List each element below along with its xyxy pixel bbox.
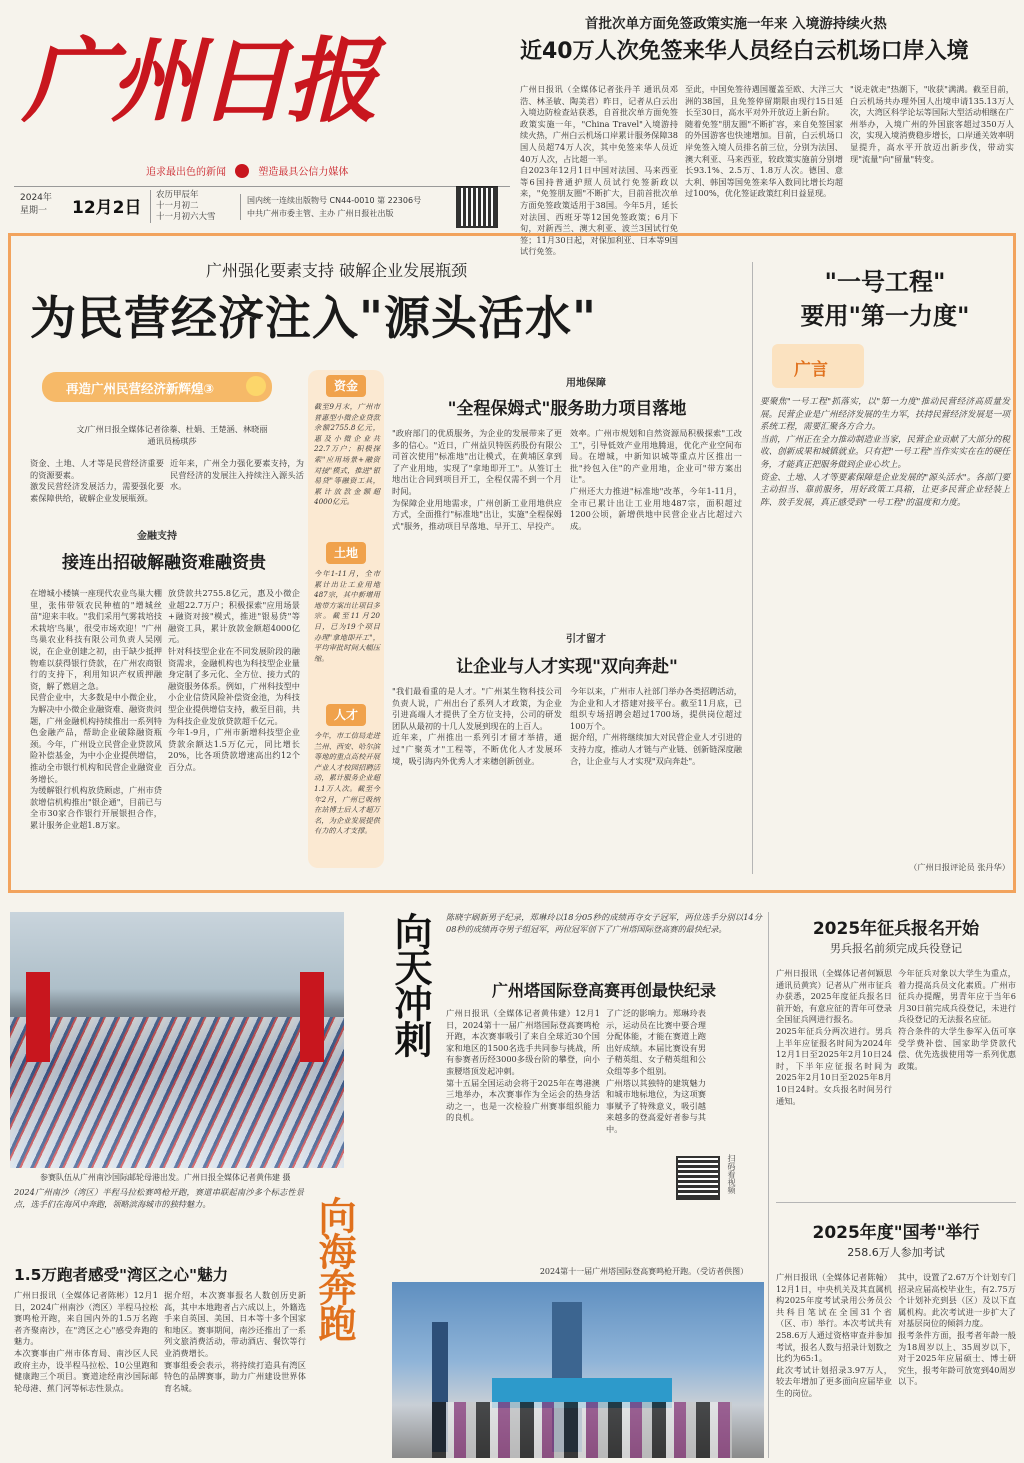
series-badge bbox=[42, 372, 272, 402]
section-finance-title: 接连出招破解融资难融资贵 bbox=[62, 553, 266, 573]
section-land-body-2: 效率。广州市规划和自然资源局积极探索"工改工"，引导低效产业用地腾退，优化产业空间布局。在增城，中新知识城等重点片区推出一批"拎包入住"的产业用地，企业可"带方案出让"。 广州还大力推进"标准地"改革，今年1-11月，全市已累计出让工业用地487宗，面积超过1200公顷，新增供地中民营企业占比超过六成。 bbox=[570, 428, 742, 531]
top-story-body-2: 至此，中国免签待遇国覆盖至欧、大洋三大洲的38国，且免签停留期限由现行15日延长至30日，高水平对外开放迈上新台阶。 随着免签"朋友圈"不断扩容，来自免签国家的外国游客也快速增加。目前，白云机场口岸免签入境人员排名前三位，分别为法国、澳大利亚、马来西亚，较政策实施前分别增长93.1%、2.5万、1.8万人次。德国、意大利、韩国等国免签来华入数同比增长均超过100%，优化签证政策红利日益显现。 bbox=[685, 84, 843, 199]
tower-race-photo bbox=[392, 1282, 764, 1458]
civil-exam-subtitle: 258.6万人参加考试 bbox=[847, 1246, 945, 1259]
tower-lead: 陈晓宇刷新男子纪录，郑琳玲以18分05秒的成绩再夺女子冠军，两位选手分别以14分08秒的成绩再夺男子组冠军，两位冠军创下了广州塔国际登高赛的最快纪录。 bbox=[446, 912, 762, 934]
side-text-land: 今年1-11月，全市累计出让工业用地487宗，其中新增用地带方案出让项目多宗。截至11月20日，已为19个项目办理"拿地即开工"，平均审批时间大幅压缩。 bbox=[314, 569, 380, 663]
issue-number: 国内统一连续出版物号 CN44-0010 第 22306号 bbox=[247, 196, 422, 205]
marathon-lead: 2024广州南沙（湾区）半程马拉松赛鸣枪开跑，赛道串联起南沙多个标志性景点，选手们在海风中奔跑，领略滨海城市的独特魅力。 bbox=[14, 1187, 304, 1209]
weekday: 星期一 bbox=[20, 206, 48, 216]
photo2-caption: 2024第十一届广州塔国际登高赛鸣枪开跑。（受访者供图） bbox=[539, 1267, 749, 1276]
section-finance-tag: 金融支持 bbox=[137, 531, 177, 542]
feature-kicker: 广州强化要素支持 破解企业发展瓶颈 bbox=[206, 261, 468, 280]
logo-calligraphy-icon bbox=[22, 8, 375, 136]
slogan-1: 追求最出色的新闻 bbox=[146, 167, 226, 178]
civil-exam-title: 2025年度"国考"举行 bbox=[812, 1223, 980, 1243]
section-talent-tag: 引才留才 bbox=[566, 634, 606, 645]
top-story-kicker: 首批次单方面免签政策实施一年来 入境游持续火热 bbox=[585, 16, 887, 32]
feature-lead: 资金、土地、人才等是民营经济重要的资源要素。 激发民营经济发展活力，需要强化要素保障供给，破解企业发展瓶颈。 bbox=[30, 458, 164, 503]
tower-body: 广州日报讯（全媒体记者黄伟建）12月1日，2024第十一届广州塔国际登高赛鸣枪开跑，本次赛事吸引了来自全球近30个国家和地区的1500名选手共同参与挑战，所有参赛者历经3000多级台阶的攀登，向小蛮腰塔顶发起冲刺。 第十五届全国运动会将于2025年在粤港澳三地举办，本次赛事作为全运会的热身活动之一，也是一次检验广州赛事组织能力的良机。 bbox=[446, 1008, 600, 1123]
lunar-1: 农历甲辰年 bbox=[156, 190, 199, 200]
section-land-title: "全程保姆式"服务助力项目落地 bbox=[447, 399, 687, 419]
editorial-body: 要聚焦"一号工程"抓落实，以"第一力度"推动民营经济高质量发展。民营企业是广州经济发展的生力军，扶持民营经济发展是一项系统工程，需要汇聚各方合力。 当前，广州正在全力推动制造业当家，民营企业贡献了大部分的税收、创新成果和城镇就业。只有把"一号工程"当作实实在在的硬任务，才能真正把服务做到企业心坎上。 资金、土地、人才等要素保障是企业发展的"源头活水"。各部门要主动担当、靠前服务，用好政策工具箱，让更多民营企业轻装上阵、放手发展，真正感受到"一号工程"的温度和力度。 bbox=[760, 397, 1010, 508]
masthead-qr-code[interactable] bbox=[456, 186, 498, 228]
lunar-3: 十一月初六大雪 bbox=[156, 212, 216, 222]
slogan-mark-icon bbox=[235, 164, 249, 178]
section-finance-body: 在增城小楼镇一座现代农业鸟巢大棚里，张伟带领农民种植的"增城丝苗"迎来丰收。"我们采用气雾栽培技术栽培'鸟巢'，很受市场欢迎！"广州鸟巢农业科技有限公司负责人吴刚说，在企业创建之初，由于缺少抵押物难以获得银行贷款，在广州农商银行的支持下，利用知识产权质押融资，解了燃眉之急。 民营企业中，大多数是中小微企业，为解决中小微企业融资难、融资贵问题，广州金融机构持续推出一系列特色金融产品，帮助企业破除融资瓶颈。今年，广州设立民营企业贷款风险补偿基金，为中小企业提供增信，推动全市银行机构和民营企业融资业务增长。 为缓解银行机构放贷顾虑，广州市贷款增信机构推出"银企通"，目前已与全市30家合作银行开展银担合作，累计服务企业超1.8万家。 bbox=[30, 588, 162, 830]
editorial-label: 广言 bbox=[794, 360, 828, 380]
side-label-land: 土地 bbox=[326, 542, 366, 564]
conscription-body: 广州日报讯（全媒体记者何颖思 通讯员黄宾）记者从广州市征兵办获悉，2025年度征兵报名日前开始，有意应征的青年可登录全国征兵网进行报名。 2025年征兵分两次进行。男兵上半年应征报名时间为2024年12月1日至2025年2月10日24时，下半年应征报名时间为2025年2月10日至2025年8月10日24时。女兵报名时间另行通知。 bbox=[776, 968, 892, 1106]
side-text-talent: 今年，市工信局走进兰州、西安、哈尔滨等地的重点高校开展产业人才校园招聘活动，累计服务企业超1.1万人次。截至今年2月，广州已吸纳在站博士后人才超万名，为企业发展提供有力的人才支撑。 bbox=[314, 731, 380, 836]
tower-title: 广州塔国际登高赛再创最快纪录 bbox=[491, 981, 716, 1000]
section-talent-title: 让企业与人才实现"双向奔赴" bbox=[456, 657, 678, 677]
conscription-body-2: 今年征兵对象以大学生为重点，着力提高兵员文化素质。广州市征兵办提醒，男青年应于当年6月30日前完成兵役登记，未进行兵役登记的无法报名应征。 符合条件的大学生参军入伍可享受学费补偿、国家助学贷款代偿、优先选拔使用等一系列优惠政策。 bbox=[898, 968, 1016, 1071]
editorial-title-1: "一号工程" bbox=[824, 268, 946, 296]
publisher: 中共广州市委主管、主办 广州日报社出版 bbox=[247, 209, 394, 218]
slogan-2: 塑造最具公信力媒体 bbox=[258, 167, 349, 178]
vertical-headline-2: 向海奔跑 bbox=[312, 1196, 356, 1340]
series-label: 再造广州民营经济新辉煌③ bbox=[66, 381, 215, 396]
video-qr-code[interactable] bbox=[676, 1156, 720, 1200]
feature-byline: 文/广州日报全媒体记者徐蓁、杜娟、王楚涵、林晓丽 通讯员杨琪莎 bbox=[76, 424, 268, 446]
civil-exam-body-2: 其中，设置了2.67万个计划专门招录应届高校毕业生，有2.75万个计划补充到县（区）及以下直属机构。此次考试进一步扩大了对基层岗位的倾斜力度。 报考条件方面，报考者年龄一般为18周岁以上、35周岁以下，对于2025年应届硕士、博士研究生，报考年龄可放宽到40周岁以下。 bbox=[898, 1272, 1016, 1387]
side-label-funds: 资金 bbox=[326, 375, 366, 397]
year: 2024年 bbox=[20, 193, 52, 203]
top-story-body-1: 广州日报讯（全媒体记者张丹羊 通讯员邓浩、林圣敏、陶美君）昨日，记者从白云出入境边防检查站获悉，自首批次单方面免签政策实施一年，"China Travel"入境游持续火热，广州白云机场口岸累计服务保障38国人员超74万人次，其中免签来华人员近40万人次，占比超一半。 自2023年12月1日中国对法国、马来西亚等6国持普通护照人员试行免签新政以来，"免签朋友圈"不断扩大，目前首批次单方面免签政策适用于38国。今年5月，延长对法国、西班牙等12国免签政策；6月下旬，对新西兰、澳大利亚、波兰3国试行免签；11月30日起，对保加利亚、日本等9国试行免签。 bbox=[520, 84, 678, 257]
feature-lead-2: 近年来，广州全力强化要素支持，为民营经济的发展注入持续注入源头活水。 bbox=[170, 458, 304, 492]
marathon-photo bbox=[10, 912, 344, 1168]
top-story-title: 近40万人次免签来华人员经白云机场口岸入境 bbox=[520, 39, 969, 64]
conscription-subtitle: 男兵报名前须完成兵役登记 bbox=[830, 942, 962, 955]
masthead-logo bbox=[22, 8, 375, 136]
date-block bbox=[20, 192, 52, 218]
conscription-title: 2025年征兵报名开始 bbox=[812, 919, 980, 939]
side-label-talent: 人才 bbox=[326, 704, 366, 726]
section-finance-body-2: 放贷款共2755.8亿元，惠及小微企业超22.7万户；积极探索"应用场景+融资对接"模式，推进"银易贷"等融资工具，累计放款金额超4000亿元。 针对科技型企业在不同发展阶段的融资需求，金融机构也为科技型企业量身定制了多元化、全方位、接力式的融资服务体系。例如，广州科技型中小企业信贷风险补偿资金池，为科技型企业提供增信支持，截至目前，共为科技企业发放贷款超千亿元。 今年1-9月，广州市新增科技型企业贷款余额达1.5万亿元，同比增长20%，比各项贷款增速高出约12个百分点。 bbox=[168, 588, 300, 772]
masthead-slogan bbox=[146, 163, 348, 178]
vertical-headline-1: 向天冲刺 bbox=[388, 912, 432, 1056]
marathon-body: 广州日报讯（全媒体记者陈彬）12月1日，2024广州南沙（湾区）半程马拉松赛鸣枪开跑，来自国内外的1.5万名跑者齐聚南沙，在"湾区之心"感受奔跑的魅力。 本次赛事由广州市体育局、南沙区人民政府主办，设半程马拉松、10公里跑和健康跑三个项目。赛道途经南沙国际邮轮母港、蕉门河等标志性景点。 bbox=[14, 1290, 158, 1393]
date-main: 12月2日 bbox=[72, 198, 142, 218]
editorial-badge bbox=[772, 344, 864, 388]
section-talent-body-2: 今年以来，广州市人社部门举办各类招聘活动，为企业和人才搭建对接平台。截至11月底，已组织专场招聘会超过1700场，提供岗位超过100万个。 据介绍，广州将继续加大对民营企业人才引进的支持力度，推动人才链与产业链、创新链深度融合，让企业与人才实现"双向奔赴"。 bbox=[570, 686, 742, 766]
top-story-body-3: "说走就走"热潮下，"收获"满满。截至目前，白云机场共办理外国人出境申请135.13万人次，大湾区科学论坛等国际大型活动相继在广州举办，入境广州的外国旅客超过350万人次，实现入境消费稳步增长，口岸通关效率明显提升，高水平开放迈出新步伐，带动实现"流量"向"留量"转变。 bbox=[850, 84, 1014, 164]
tower-body-2: 了广泛的影响力。郑琳玲表示，运动员在比赛中要合理分配体能，才能在赛道上跑出好成绩。本届比赛设有男子精英组、女子精英组和公众组等多个组别。 广州塔以其独特的建筑魅力和城市地标地位，为这项赛事赋予了特殊意义，吸引越来越多的登高爱好者参与其中。 bbox=[606, 1008, 706, 1134]
section-talent-body: "我们最看重的是人才。"广州某生物科技公司负责人说，广州出台了系列人才政策，为企业引进高端人才提供了全方位支持，公司的研发团队从最初的十几人发展到现在的上百人。 近年来，广州推出一系列引才留才举措，通过"广聚英才"工程等，不断优化人才发展环境，吸引海内外优秀人才来穗创新创业。 bbox=[392, 686, 562, 766]
civil-exam-body: 广州日报讯（全媒体记者陈翰）12月1日，中央机关及其直属机构2025年度考试录用公务员公共科目笔试在全国31个省（区、市）举行。本次考试共有258.6万人通过资格审查并参加考试，报名人数与招录计划数之比约为65:1。 此次考试计划招录3.97万人，较去年增加了更多面向应届毕业生的岗位。 bbox=[776, 1272, 892, 1398]
section-land-tag: 用地保障 bbox=[566, 378, 606, 389]
editorial-source: （广州日报评论员 张丹华） bbox=[909, 862, 1010, 872]
marathon-body-2: 据介绍，本次赛事报名人数创历史新高，其中本地跑者占六成以上，外籍选手来自英国、美国、日本等十多个国家和地区。赛事期间，南沙还推出了一系列文旅消费活动，带动酒店、餐饮等行业消费增长。 赛事组委会表示，将持续打造具有湾区特色的品牌赛事，助力广州建设世界体育名城。 bbox=[164, 1290, 306, 1393]
lunar-date bbox=[150, 190, 216, 223]
qr-caption: 扫码看视频 bbox=[727, 1154, 736, 1194]
photo1-caption: 参赛队伍从广州南沙国际邮轮母港出发。广州日报全媒体记者黄伟建 摄 bbox=[40, 1173, 291, 1182]
section-land-body: "政府部门的优质服务，为企业的发展带来了更多的信心。"近日，广州益贝特医药股份有限公司首次使用"标准地"出让模式，在黄埔区拿到了产业用地，实现了"拿地即开工"。从签订土地出让合同到项目开工，全程仅需不到一个月时间。 为保障企业用地需求，广州创新工业用地供应方式，全面推行"标准地"出让，实施"全程保姆式"服务，推动项目早落地、早开工、早投产。 bbox=[392, 428, 562, 531]
editorial-title-2: 要用"第一力度" bbox=[800, 302, 970, 330]
issue-info bbox=[240, 194, 421, 220]
feature-title: 为民营经济注入"源头活水" bbox=[30, 291, 597, 345]
marathon-title: 1.5万跑者感受"湾区之心"魅力 bbox=[14, 1266, 229, 1284]
svg-text:广州日报: 广州日报 bbox=[22, 27, 375, 135]
lunar-2: 十一月初二 bbox=[156, 201, 199, 211]
sun-icon bbox=[246, 376, 266, 396]
side-text-funds: 截至9月末，广州市普惠型小微企业贷款余额2755.8亿元，惠及小微企业共22.7万户；积极探索"应用场景+融资对接"模式，推进"银易贷"等融资工具，累计放款金额超4000亿元。 bbox=[314, 402, 380, 507]
